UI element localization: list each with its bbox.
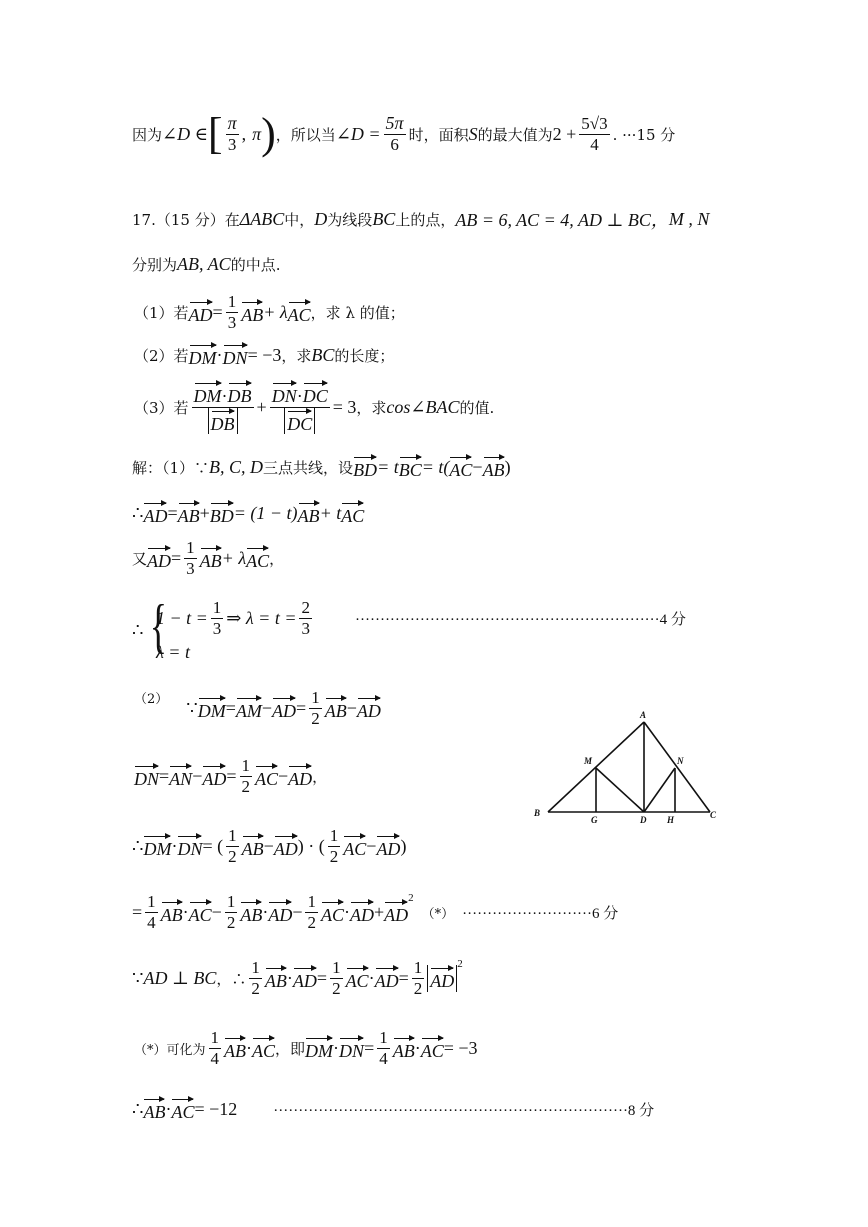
eq-minus3: = −3 <box>247 345 282 365</box>
solution-2-line2 <box>134 756 327 796</box>
eq: = <box>171 547 182 568</box>
problem-17-line1 <box>132 206 709 232</box>
because: ∵ <box>132 967 144 988</box>
vec-am: AM <box>236 695 262 722</box>
vec-dm: DM <box>189 342 217 369</box>
bracket-left: [ <box>207 109 223 158</box>
q3-tail: ，求 <box>356 398 387 417</box>
math-d: D <box>314 208 328 229</box>
vec-ad: AD <box>147 545 171 572</box>
plus: + <box>199 503 210 523</box>
solution-1-line1 <box>132 454 511 481</box>
vec-ab: AB <box>178 500 200 527</box>
vec-ad: AD <box>143 500 167 527</box>
eq2: = <box>398 967 409 988</box>
math-perp: AD ⊥ BC <box>143 967 217 988</box>
text-so-when: ，所以当 <box>275 125 336 144</box>
dot2: · <box>333 1037 340 1058</box>
fraction-1-4b: $\frac{1}{4}$ <box>379 1028 388 1068</box>
math-lambda-t: λ = t <box>156 642 190 662</box>
vec-ad2: AD <box>357 695 381 722</box>
comma: ， <box>312 767 328 786</box>
fraction-1-2b: $\frac{1}{2}$ <box>307 892 316 932</box>
vec-ad: AD <box>293 965 317 992</box>
vec-dn: DN <box>134 763 159 790</box>
vec-ab: AB <box>325 695 347 722</box>
fraction-1-2: $\frac{1}{2}$ <box>311 688 320 728</box>
question-2 <box>134 342 394 369</box>
text-respectively: 分别为 <box>132 256 178 274</box>
eq-t: = t <box>377 457 399 477</box>
math-bc: BC <box>372 208 396 229</box>
math-s: S <box>468 123 478 144</box>
dot2: · <box>262 901 269 922</box>
vec-ac: AC <box>346 965 369 992</box>
score-6: ··························6 分 <box>462 905 619 922</box>
vec-dm: DM <box>305 1035 333 1062</box>
math-mn: M , N <box>668 208 710 229</box>
fraction-1-2b: $\frac{1}{2}$ <box>329 826 339 866</box>
fraction-1-2: $\frac{1}{2}$ <box>226 892 236 932</box>
label-h: H <box>667 815 675 825</box>
plus: + <box>374 901 385 922</box>
vec-ad: AD <box>189 299 213 326</box>
fraction-2-3: $\frac{2}{3}$ <box>301 598 310 638</box>
vec-ab2: AB <box>393 1035 415 1062</box>
fraction-dm-db: $\frac{DM\cdot DB}{DB}$ <box>192 380 254 434</box>
vec-dn: DN <box>177 833 202 860</box>
part2-label: （2） <box>134 692 169 707</box>
eq: = <box>225 697 236 718</box>
score-15: . ···15 分 <box>612 125 676 144</box>
vec-ac: AC <box>171 1096 194 1123</box>
score-4: ·····························································4 分 <box>354 611 686 628</box>
eq: = <box>132 901 143 922</box>
fraction-5pi-6: $\frac{5\pi}{6}$ <box>385 113 404 155</box>
minus2: − <box>346 697 357 718</box>
dot: · <box>171 835 178 856</box>
paren-close: ) <box>400 835 407 856</box>
vec-dm: DM <box>143 833 171 860</box>
label-b: B <box>534 808 541 818</box>
q2-tail2: 的长度； <box>334 347 395 365</box>
eq2: = <box>296 697 307 718</box>
vec-bc: BC <box>399 454 422 481</box>
vec-ac: AC <box>341 500 364 527</box>
dot: · <box>165 1099 172 1119</box>
label-c: C <box>710 810 717 820</box>
fraction-1-2c: $\frac{1}{2}$ <box>413 958 423 998</box>
system-row1 <box>156 598 686 638</box>
sol-label: 解：（1）∵ <box>132 459 210 477</box>
fraction-dn-dc: $\frac{DN\cdot DC}{DC}$ <box>270 380 330 434</box>
result-minus12: = −12 <box>194 1099 238 1119</box>
therefore: ∴ <box>132 620 144 640</box>
label-a: A <box>640 710 647 720</box>
therefore: ∴ <box>132 1099 144 1119</box>
dot: · <box>286 967 293 988</box>
plus-lambda: + λ <box>221 547 247 568</box>
fraction-pi-3: $\frac{\pi}{3}$ <box>227 113 237 155</box>
vec-dm: DM <box>198 695 226 722</box>
fraction-1-4: $\frac{1}{4}$ <box>147 892 156 932</box>
label-m: M <box>584 756 593 766</box>
vec-ab: AB <box>200 545 222 572</box>
solution-2-line3 <box>132 826 406 866</box>
eq-1-t: = (1 − t) <box>233 503 298 523</box>
problem-number: 17.（15 分）在 <box>132 210 240 229</box>
text-collinear: 三点共线，设 <box>263 459 354 477</box>
fraction-1-2: $\frac{1}{2}$ <box>251 958 260 998</box>
minus: − <box>261 697 273 718</box>
plus-lambda: + λ <box>263 301 288 322</box>
text-on-pt: 上的点， <box>395 210 456 229</box>
star-marker: （*） <box>421 906 455 922</box>
fraction-1-2b: $\frac{1}{2}$ <box>332 958 341 998</box>
fraction-5sqrt3-4: $\frac{5√3}{4}$ <box>581 113 608 154</box>
minus2: − <box>366 835 377 856</box>
math-conditions: AB = 6, AC = 4, AD ⊥ BC， <box>455 210 669 230</box>
paren-mid: ) · ( <box>297 835 325 856</box>
triangle-diagram <box>530 708 730 828</box>
vec-ac: AC <box>288 299 311 326</box>
vec-ac: AC <box>343 833 366 860</box>
vec-ac: AC <box>255 763 278 790</box>
abs-ad: AD <box>427 965 457 992</box>
dot3: · <box>414 1037 421 1058</box>
solution-2-line1 <box>134 688 381 728</box>
vec-ad2: AD <box>350 899 374 926</box>
segment-md <box>596 768 644 812</box>
vec-dn: DN <box>223 342 248 369</box>
vec-ab: AB <box>224 1035 246 1062</box>
vec-ab: AB <box>242 833 264 860</box>
fraction-1-3: $\frac{1}{3}$ <box>227 292 237 332</box>
vec-ab: AB <box>265 965 287 992</box>
fraction-1-2: $\frac{1}{2}$ <box>228 826 237 866</box>
vec-ab: AB <box>143 1096 165 1123</box>
comma-therefore: ，∴ <box>216 969 247 988</box>
minus: − <box>211 901 222 922</box>
dot: · <box>246 1037 253 1058</box>
vec-ad: AD <box>272 695 296 722</box>
math-2-plus: 2 + <box>552 123 577 144</box>
math-pi: π <box>252 123 262 144</box>
minus2: − <box>292 901 303 922</box>
math-triangle: ΔABC <box>239 208 285 229</box>
minus2: − <box>278 765 289 786</box>
label-n: N <box>677 756 684 766</box>
q3-tail2: 的值. <box>459 398 495 417</box>
problem-17-line2 <box>132 254 280 275</box>
q1-label: （1）若 <box>134 303 189 322</box>
vec-bd: BD <box>353 454 377 481</box>
because: ∵ <box>186 697 198 718</box>
math-implies: ⇒ λ = t = <box>226 607 297 628</box>
vec-ad3: AD <box>384 899 408 926</box>
math-bcd: B, C, D <box>209 457 264 477</box>
solution-1-line2 <box>132 500 364 527</box>
vec-ac: AC <box>449 454 472 481</box>
vec-ad2: AD <box>376 833 400 860</box>
q3-label: （3）若 <box>134 398 189 417</box>
vec-ad: AD <box>274 833 298 860</box>
label-g: G <box>591 815 598 825</box>
solution-1-line3 <box>132 538 284 578</box>
text-namely: ，即 <box>275 1039 306 1058</box>
therefore: ∴ <box>132 503 144 523</box>
vec-bd: BD <box>210 500 234 527</box>
vec-ab2: AB <box>240 899 262 926</box>
text-also: 又 <box>132 549 148 568</box>
q1-tail: ，求 λ 的值； <box>310 303 405 322</box>
math-bc: BC <box>311 345 335 365</box>
eq: = <box>167 503 178 523</box>
top-line: 因为 ∠D ∈ [ $\frac{\pi}{3}$ , π ) ，所以当 ∠D = $\frac{5\pi}{6}$ 时，面积 S 的最大值为 2 + $\frac{5√3}{4}$ . ···15 分 <box>132 109 676 158</box>
question-3 <box>134 380 494 434</box>
bracket-right: ) <box>261 109 276 158</box>
minus: − <box>472 457 483 477</box>
dot3: · <box>344 901 350 922</box>
text-max: 的最大值为 <box>477 125 553 144</box>
squared: 2 <box>457 958 463 970</box>
solution-2-line7 <box>132 1096 654 1123</box>
fraction-1-4: $\frac{1}{4}$ <box>210 1028 220 1068</box>
brace: { <box>149 593 168 659</box>
vec-ac2: AC <box>321 899 344 926</box>
math-ab-ac: AB, AC <box>177 254 231 274</box>
solution-2-line6 <box>134 1028 478 1068</box>
math-angle-d: ∠D ∈ <box>162 123 208 144</box>
dot2: · <box>368 967 375 988</box>
math-1-t: 1 − t = <box>156 607 208 628</box>
text-area: 时，面积 <box>408 125 469 144</box>
solution-2-line4 <box>132 892 618 932</box>
vec-ac: AC <box>189 899 212 926</box>
comma: ， <box>269 549 285 568</box>
solution-1-system <box>132 592 832 672</box>
plus-t: + t <box>319 503 342 523</box>
eq: = ( <box>202 835 224 856</box>
math-cos: cos∠BAC <box>386 396 460 417</box>
label-d: D <box>640 815 647 825</box>
fraction-1-2: $\frac{1}{2}$ <box>241 756 250 796</box>
vec-ab: AB <box>161 899 183 926</box>
vec-ac: AC <box>246 545 269 572</box>
star-rewrite: （*）可化为 <box>134 1042 206 1058</box>
minus: − <box>192 765 203 786</box>
vec-ab: AB <box>241 299 263 326</box>
result-minus3: = −3 <box>443 1037 478 1058</box>
therefore: ∴ <box>132 835 144 856</box>
text-mid: 中， <box>284 210 315 229</box>
squared: 2 <box>408 892 414 904</box>
eq: = <box>159 765 170 786</box>
segment-nd <box>644 768 675 812</box>
plus: + <box>256 396 267 417</box>
question-1 <box>134 292 405 332</box>
dot: · <box>216 345 223 365</box>
eq: = <box>364 1037 375 1058</box>
eq: = <box>212 301 223 322</box>
text-midpoints: 的中点. <box>230 256 281 274</box>
fraction-1-3: $\frac{1}{3}$ <box>212 598 222 638</box>
vec-ac: AC <box>252 1035 275 1062</box>
vec-dn: DN <box>339 1035 364 1062</box>
solution-2-line5 <box>132 958 463 998</box>
text-because: 因为 <box>132 125 163 144</box>
paren-close: ) <box>504 457 511 477</box>
dot: · <box>182 901 189 922</box>
vec-ab2: AB <box>298 500 320 527</box>
fraction-1-3: $\frac{1}{3}$ <box>186 538 195 578</box>
math-angle-d2: ∠D = <box>335 123 381 144</box>
score-8: ·······································································8 分 <box>273 1103 655 1119</box>
vec-ad2: AD <box>288 763 312 790</box>
vec-ac2: AC <box>421 1035 444 1062</box>
minus: − <box>263 835 274 856</box>
eq-t2: = t( <box>421 457 450 477</box>
vec-ad: AD <box>202 763 226 790</box>
text-on-seg: 为线段 <box>327 210 373 229</box>
vec-ab: AB <box>483 454 505 481</box>
q2-tail: ，求 <box>281 347 312 365</box>
vec-ad2: AD <box>375 965 399 992</box>
eq: = <box>316 967 328 988</box>
vec-ad: AD <box>268 899 292 926</box>
q2-label: （2）若 <box>134 347 189 365</box>
vec-an: AN <box>169 763 192 790</box>
eq2: = <box>226 765 237 786</box>
eq-3: = 3 <box>332 396 357 417</box>
